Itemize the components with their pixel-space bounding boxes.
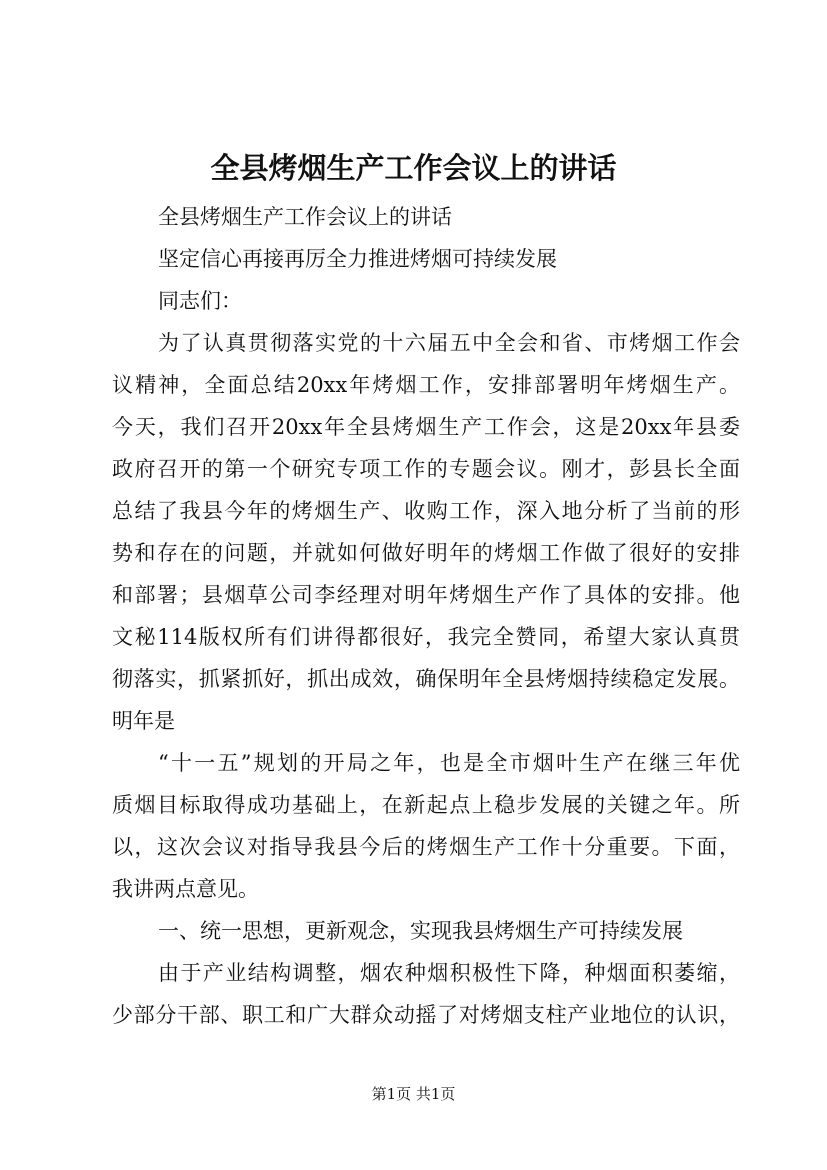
text-line: 明年是	[112, 709, 175, 733]
document-title: 全县烤烟生产工作会议上的讲话	[210, 151, 617, 185]
document-body	[112, 196, 740, 1036]
text-line: 政府召开的第一个研究专项工作的专题会议。刚才，彭县长全面	[112, 457, 740, 481]
text-line: 坚定信心再接再厉全力推进烤烟可持续发展	[158, 247, 557, 271]
text-line: 少部分干部、职工和广大群众动摇了对烤烟支柱产业地位的认识，	[112, 1003, 740, 1027]
text-line: 全县烤烟生产工作会议上的讲话	[158, 205, 452, 229]
text-line: 为了认真贯彻落实党的十六届五中全会和省、市烤烟工作会	[158, 331, 740, 355]
text-line: 以，这次会议对指导我县今后的烤烟生产工作十分重要。下面，	[112, 835, 740, 859]
text-line: 由于产业结构调整，烟农种烟积极性下降，种烟面积萎缩，	[158, 961, 740, 985]
text-line: 质烟目标取得成功基础上，在新起点上稳步发展的关键之年。所	[112, 793, 740, 817]
text-line: 今天，我们召开20xx年全县烤烟生产工作会，这是20xx年县委	[112, 415, 740, 439]
text-line: 彻落实，抓紧抓好，抓出成效，确保明年全县烤烟持续稳定发展。	[112, 667, 740, 691]
text-line: 我讲两点意见。	[112, 877, 259, 901]
text-line: 同志们：	[158, 289, 242, 313]
text-line: 一、统一思想，更新观念，实现我县烤烟生产可持续发展	[158, 919, 683, 943]
text-line: 势和存在的问题，并就如何做好明年的烤烟工作做了很好的安排	[112, 541, 740, 565]
text-line: 总结了我县今年的烤烟生产、收购工作，深入地分析了当前的形	[112, 499, 740, 523]
text-line: “十一五”规划的开局之年，也是全市烟叶生产在继三年优	[158, 751, 740, 775]
page-footer: 第1页 共1页	[371, 1085, 456, 1103]
text-line: 和部署；县烟草公司李经理对明年烤烟生产作了具体的安排。他	[112, 583, 740, 607]
text-line: 议精神，全面总结20xx年烤烟工作，安排部署明年烤烟生产。	[112, 373, 740, 397]
text-line: 文秘114版权所有们讲得都很好，我完全赞同，希望大家认真贯	[112, 625, 740, 649]
